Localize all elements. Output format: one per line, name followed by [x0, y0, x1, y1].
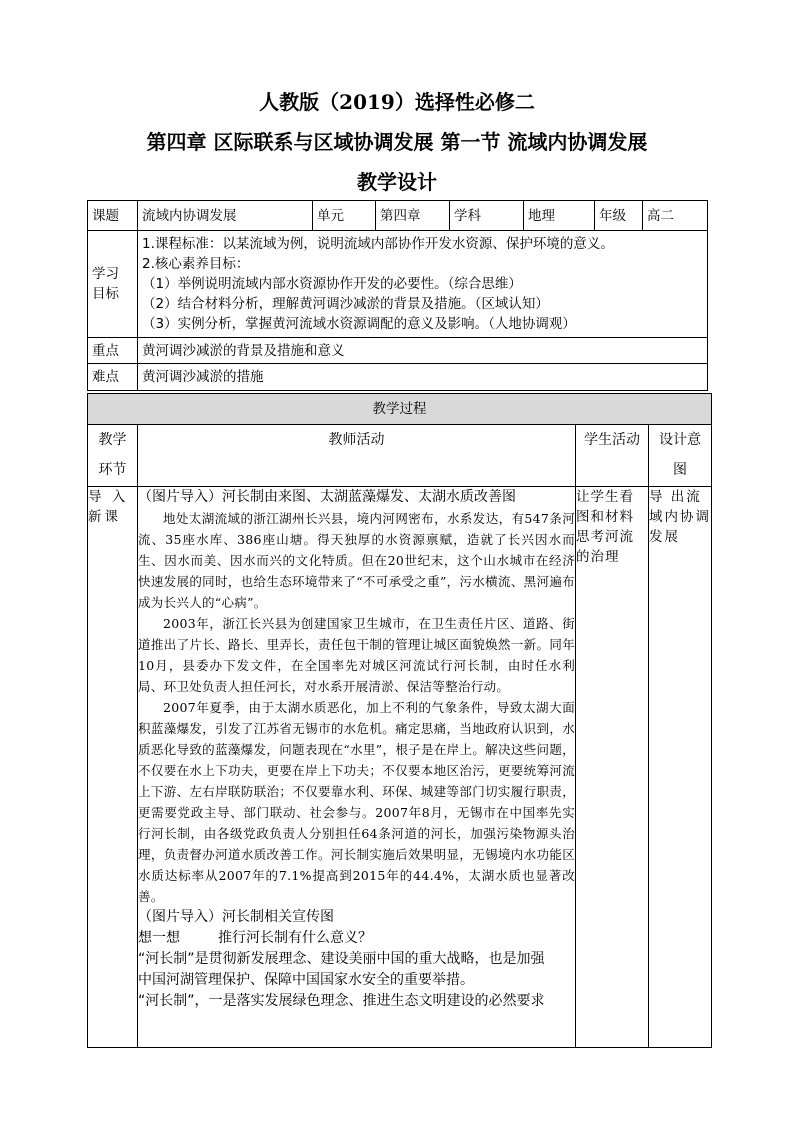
- answer-line: “河长制”，一是落实发展绿色理念、推进生态文明建设的必然要求: [138, 993, 545, 1009]
- difficult-point-value: 黄河调沙减淤的措施: [138, 364, 708, 391]
- stage-line-2: 新课: [88, 509, 121, 525]
- answer-line: “河长制”是贯彻新发展理念、建设美丽中国的重大战略，也是加强: [138, 951, 545, 967]
- teaching-process-table: [87, 393, 712, 1048]
- doc-type-title: 教学设计: [357, 170, 437, 194]
- col-stage-line-2: 环节: [98, 462, 127, 478]
- student-activity-cell: 让学生看图和材料思考河流的治理: [576, 487, 649, 1048]
- difficult-point-label: 难点: [88, 364, 138, 391]
- col-student-header: 学生活动: [576, 425, 649, 487]
- grade-value: 高二: [643, 201, 708, 231]
- col-stage-line-1: 教学: [98, 432, 127, 448]
- unit-label: 单元: [313, 201, 376, 231]
- info-row-goals: [88, 231, 708, 338]
- subject-value: 地理: [524, 201, 595, 231]
- goal-line: （3）实例分析，掌握黄河流域水资源调配的意义及影响。（人地协调观）: [142, 316, 576, 332]
- design-intent-cell: 导 出流域内协调发展: [649, 487, 712, 1048]
- stage-cell: [88, 487, 138, 1048]
- think-question: 推行河长制有什么意义？: [218, 930, 372, 946]
- process-header-row: [88, 394, 712, 425]
- goals-label-line-1: 学习: [92, 266, 119, 282]
- think-label: 想一想: [138, 930, 180, 946]
- process-row-intro: [88, 487, 712, 1048]
- goal-line: （1）举例说明流域内部水资源协作开发的必要性。（综合思维）: [142, 276, 522, 292]
- topic-value: 流域内协调发展: [138, 201, 313, 231]
- goal-line: 2.核心素养目标：: [142, 256, 250, 272]
- case-material: [138, 508, 575, 907]
- col-design-line-2: 图: [673, 462, 687, 478]
- info-row-key-point: [88, 338, 708, 364]
- goals-label-line-2: 目标: [92, 286, 119, 302]
- info-row-difficult-point: [88, 364, 708, 391]
- goal-line: 1.课程标准：以某流域为例，说明流域内部协作开发水资源、保护环境的意义。: [142, 236, 614, 252]
- stage-line-1: 导 入: [88, 489, 129, 505]
- col-design-line-1: 设计意: [659, 432, 701, 448]
- teacher-activity-cell: [138, 487, 576, 1048]
- lesson-info-table: [87, 200, 708, 391]
- info-row-basic: [88, 201, 708, 231]
- answer-block: [138, 907, 575, 1012]
- key-point-value: 黄河调沙减淤的背景及措施和意义: [138, 338, 708, 364]
- grade-label: 年级: [595, 201, 643, 231]
- process-title: 教学过程: [88, 394, 712, 425]
- document-title: 人教版（2019）选择性必修二: [259, 90, 535, 114]
- image-intro-1: （图片导入）河长制由来图、太湖蓝藻爆发、太湖水质改善图: [138, 489, 516, 505]
- col-teacher-header: 教师活动: [138, 425, 576, 487]
- col-design-header: [649, 425, 712, 487]
- think-prompt: [138, 928, 575, 949]
- answer-line: 中国河湖管理保护、保障中国国家水安全的重要举措。: [138, 972, 474, 988]
- image-intro-2: （图片导入）河长制相关宣传图: [138, 909, 334, 925]
- subject-label: 学科: [450, 201, 524, 231]
- goal-line: （2）结合材料分析，理解黄河调沙减淤的背景及措施。（区域认知）: [142, 296, 549, 312]
- process-column-headers: [88, 425, 712, 487]
- case-paragraph-1: 地处太湖流域的浙江湖州长兴县，境内河网密布，水系发达，有547条河流、35座水库、386座山塘。得天独厚的水资源禀赋，造就了长兴因水而生、因水而美、因水而兴的文化特质。但在20世纪末，这个山水城市在经济快速发展的同时，也给生态环境带来了“不可承受之重”，污水横流、黑河遍布成为长兴人的“心病”。: [138, 511, 575, 610]
- goals-label: [88, 231, 138, 338]
- key-point-label: 重点: [88, 338, 138, 364]
- goals-content: [138, 231, 708, 338]
- topic-label: 课题: [88, 201, 138, 231]
- unit-value: 第四章: [376, 201, 450, 231]
- case-paragraph-2: 2003年，浙江长兴县为创建国家卫生城市，在卫生责任片区、道路、街道推出了片长、路长、里弄长，责任包干制的管理让城区面貌焕然一新。同年10月，县委办下发文件，在全国率先对城区河流试行河长制，由时任水利局、环卫处负责人担任河长，对水系开展清淤、保洁等整治行动。: [138, 616, 575, 694]
- case-paragraph-3: 2007年夏季，由于太湖水质恶化，加上不利的气象条件，导致太湖大面积蓝藻爆发，引发了江苏省无锡市的水危机。痛定思痛，当地政府认识到，水质恶化导致的蓝藻爆发，问题表现在“水里”，根子是在岸上。解决这些问题，不仅要在水上下功夫，更要在岸上下功夫；不仅要本地区治污，更要统筹河流上下游、左右岸联防联治；不仅要靠水利、环保、城建等部门切实履行职责，更需要党政主导、部门联动、社会参与。2007年8月，无锡市在中国率先实行河长制，由各级党政负责人分别担任64条河道的河长，加强污染物源头治理，负责督办河道水质改善工作。河长制实施后效果明显，无锡境内水功能区水质达标率从2007年的7.1%提高到2015年的44.4%，太湖水质也显著改善。: [138, 700, 575, 904]
- chapter-title: 第四章 区际联系与区域协调发展 第一节 流域内协调发展: [146, 130, 648, 154]
- col-stage-header: [88, 425, 138, 487]
